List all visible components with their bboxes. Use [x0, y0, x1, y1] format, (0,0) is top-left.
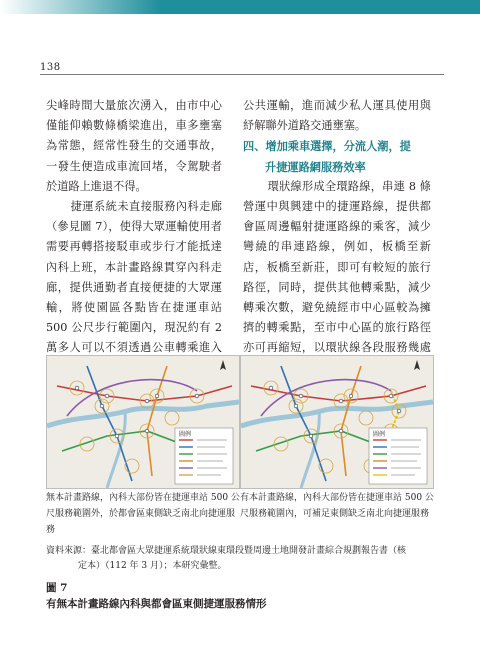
map-figure-without-line: [46, 355, 240, 489]
figure-title-text: 有無本計畫路線內科與都會區東側捷運服務情形: [46, 598, 267, 610]
right-paragraph-1: 公共運輸，進而減少私人運具使用與紓解聯外道路交通壅塞。: [243, 99, 431, 133]
section-heading-line-1: 增加乘車選擇，分流人潮，提: [265, 139, 411, 154]
source-line-1: 資料來源：臺北都會區大眾捷運系統環狀線東環段暨周邊土地開發計畫綜合規劃報告書（核: [46, 546, 407, 556]
header-bar: [0, 0, 480, 20]
left-paragraph-2: 捷運系統未直接服務內科走廊（參見圖 7），使得大眾運輸使用者需要再轉搭接駁車或步行才能抵達內科上班，本計畫路線貫穿內科走廊，提供通勤者直接便捷的大眾運輸，將使園區各點皆在捷運車站 500 公尺步行範圍內，現況約有 2 萬多人可以不須透過公車轉乘進入: [46, 200, 222, 355]
source-line-2: 定本）（112 年 3 月）；本研究彙整。: [78, 561, 227, 571]
legend-title-left: 圖例: [179, 431, 192, 438]
left-paragraph-1: 尖峰時間大量旅次湧入，由市中心僅能仰賴數條橋梁進出，車多壅塞為常態，經常性發生的交通事故，一發生便造成車流回堵，令駕駛者於道路上進退不得。: [46, 99, 222, 193]
source-note: [46, 544, 436, 574]
section-heading: [243, 136, 431, 176]
header-rule: [40, 74, 444, 75]
right-paragraph-2: 環狀線形成全環路線，串連 8 條營運中與興建中的捷運路線，提供都會區周邊輻射捷運路線的乘客，減少彎繞的串連路線，例如，板橋至新店，板橋至新莊，即可有較短的旅行路徑，同時，提供其他轉乘點，減少轉乘次數，避免繞經市中心區較為擁擠的轉乘點，至市中心區的旅行路徑亦可再縮短，以環狀線各段服務幾處: [243, 179, 431, 355]
section-heading-line-2: 升捷運路網服務效率: [265, 159, 366, 174]
map-figure-with-line: [240, 355, 434, 489]
legend-title-right: 圖例: [373, 431, 386, 438]
header-bar-gradient: [0, 0, 160, 14]
metro-map-with-line: [241, 356, 433, 488]
figure-caption-right: 有本計畫路線，內科大部份皆在捷運車站 500 公尺服務範圍內，可補足東側缺乏南北向捷運服務: [240, 493, 434, 519]
section-number: 四、: [243, 139, 266, 154]
figure-caption-left: 無本計畫路線，內科大部份皆在捷運車站 500 公尺服務範圍外，於都會區東側缺乏南北向捷運服務: [46, 493, 240, 535]
figure-label: 圖 7: [46, 582, 68, 594]
header-bar-band: [160, 0, 480, 14]
metro-map-without-line: [47, 356, 239, 488]
figure-title: [46, 580, 267, 612]
right-column: [243, 96, 431, 379]
page-number: 138: [40, 62, 61, 73]
